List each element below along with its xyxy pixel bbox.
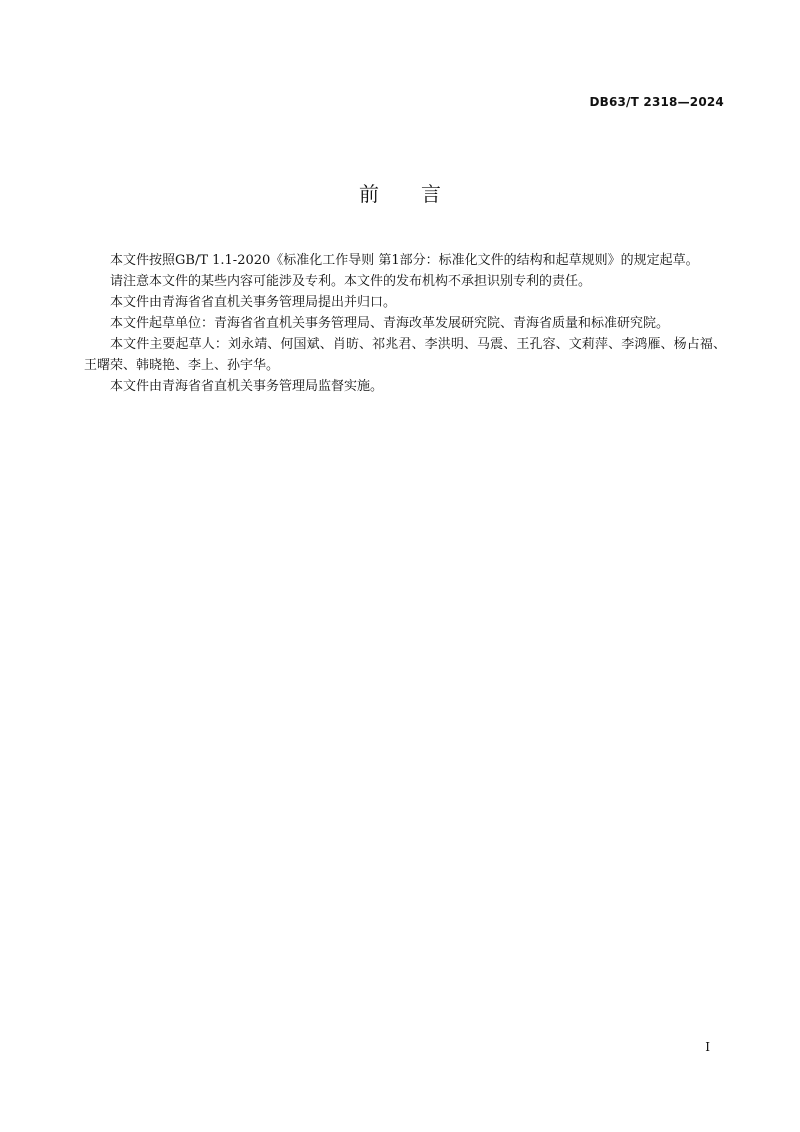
section-title: 前言 bbox=[359, 182, 483, 206]
paragraph-drafting-units: 本文件起草单位：青海省省直机关事务管理局、青海改革发展研究院、青海省质量和标准研究院。 bbox=[110, 316, 670, 331]
page-number: I bbox=[705, 1040, 710, 1054]
document-code: DB63/T 2318—2024 bbox=[589, 95, 724, 109]
paragraph-drafting-rules: 本文件按照GB/T 1.1-2020《标准化工作导则 第1部分：标准化文件的结构和起草规则》的规定起草。 bbox=[110, 253, 699, 268]
foreword-body bbox=[84, 250, 726, 397]
paragraph-patent-notice: 请注意本文件的某些内容可能涉及专利。本文件的发布机构不承担识别专利的责任。 bbox=[110, 274, 592, 289]
paragraph-drafters: 本文件主要起草人：刘永靖、何国斌、肖昉、祁兆君、李洪明、马震、王孔容、文莉萍、李鸿雁、杨占福、王曙荣、韩晓艳、李上、孙宇华。 bbox=[84, 337, 726, 373]
paragraph-implementation: 本文件由青海省省直机关事务管理局监督实施。 bbox=[110, 379, 384, 394]
paragraph-proposer: 本文件由青海省省直机关事务管理局提出并归口。 bbox=[110, 295, 397, 310]
